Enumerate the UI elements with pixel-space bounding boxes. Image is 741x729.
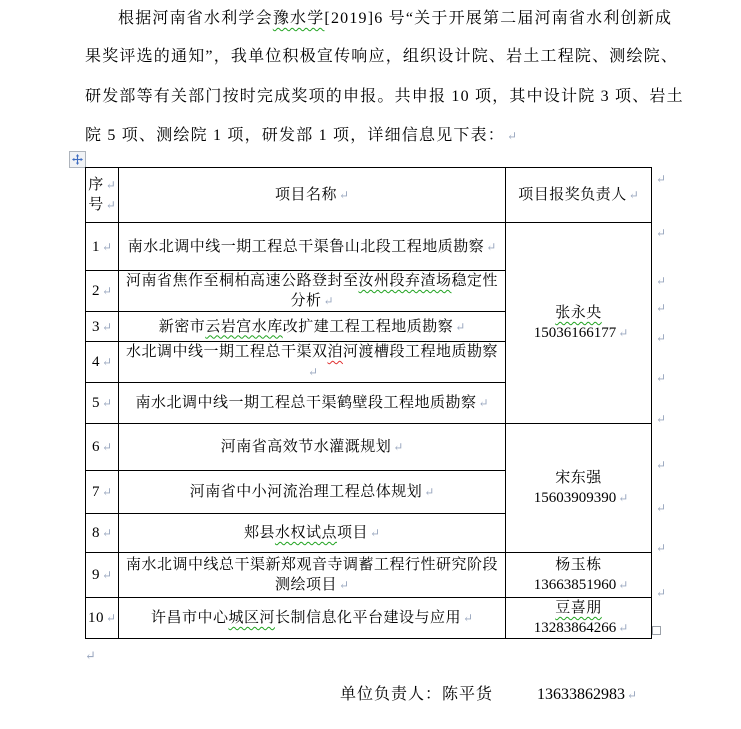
row-end-mark-icon: ↵ (656, 274, 667, 288)
cell-end-mark-icon: ↵ (101, 485, 113, 499)
row-number: 4 (91, 354, 100, 370)
table-resize-handle[interactable] (652, 626, 661, 635)
project-name-cell (119, 271, 506, 312)
row-end-mark-icon: ↵ (656, 458, 667, 472)
paragraph-line-2: 果奖评选的通知”，我单位积极宣传响应，组织设计院、岩土工程院、测绘院、 (85, 48, 679, 65)
header-cell-no (86, 168, 119, 223)
row-end-mark-icon: ↵ (656, 412, 667, 426)
cell-end-mark-icon: ↵ (101, 319, 113, 334)
cell-end-mark-icon: ↵ (307, 365, 319, 379)
unit-leader-phone: 13633862983 (537, 686, 626, 703)
header-cell-project-name (119, 168, 506, 223)
row-end-mark-icon: ↵ (656, 301, 667, 315)
spellcheck-marked-text: 云岩宫水库 (205, 318, 283, 335)
paragraph-text: 院 5 项、测绘院 1 项，研发部 1 项，详细信息见下表： (85, 127, 506, 144)
project-name: 许昌市中心 (150, 610, 229, 626)
project-name: 郏县 (243, 525, 275, 541)
paragraph-mark-icon: ↵ (507, 129, 518, 143)
contact-cell (506, 598, 652, 639)
project-name: 稳定性分析 (290, 273, 499, 309)
row-number: 1 (91, 238, 100, 255)
cell-end-mark-icon: ↵ (101, 284, 113, 298)
paragraph-mark-icon: ↵ (627, 688, 638, 702)
row-no (86, 424, 119, 471)
cell-end-mark-icon: ↵ (393, 440, 404, 454)
row-end-mark-icon: ↵ (656, 501, 667, 515)
row-end-mark-icon: ↵ (656, 172, 667, 186)
cell-end-mark-icon: ↵ (369, 526, 381, 540)
row-number: 3 (91, 318, 100, 335)
project-name-cell (119, 223, 506, 271)
project-name-cell (119, 383, 506, 424)
header-contact-label: 项目报奖负责人 (518, 187, 627, 203)
row-number: 9 (91, 567, 100, 583)
project-name: 南水北调中线一期工程总干渠鲁山北段工程地质勘察 (127, 238, 485, 255)
row-number: 7 (91, 484, 100, 500)
project-name-cell (119, 471, 506, 514)
cell-end-mark-icon: ↵ (101, 355, 113, 369)
project-name-cell (119, 424, 506, 471)
cell-end-mark-icon: ↵ (424, 485, 435, 499)
spellcheck-marked-text: 城区河 (228, 610, 275, 626)
cell-end-mark-icon: ↵ (455, 319, 466, 334)
contact-name: 宋东强 (555, 470, 602, 486)
project-name: 长制信息化平台建设与应用 (274, 610, 461, 626)
row-end-mark-icon: ↵ (656, 331, 667, 345)
cell-end-mark-icon: ↵ (478, 396, 489, 410)
table-header-row (86, 168, 652, 223)
row-no (86, 271, 119, 312)
cell-end-mark-icon: ↵ (323, 294, 334, 308)
table-row (86, 553, 652, 598)
project-name: 南水北调中线总干渠新郑观音寺调蓄工程行性研究阶段测绘项目 (125, 557, 498, 593)
spellcheck-marked-text: 洎 (327, 344, 343, 360)
project-name: 改扩建工程工程地质勘察 (282, 318, 454, 335)
cell-end-mark-icon: ↵ (105, 178, 116, 192)
table-move-handle[interactable] (69, 151, 86, 168)
cell-end-mark-icon: ↵ (486, 239, 497, 254)
signature-line (340, 681, 637, 704)
table-row (86, 598, 652, 639)
contact-name: 张永央 (555, 305, 602, 321)
cell-end-mark-icon: ↵ (628, 188, 639, 202)
spellcheck-marked-text: 水权试点 (274, 525, 337, 541)
row-no (86, 553, 119, 598)
project-name: 河南省焦作至桐柏高速公路登封至 (125, 273, 359, 289)
row-no (86, 342, 119, 383)
cell-end-mark-icon: ↵ (338, 578, 350, 592)
row-number: 10 (88, 610, 104, 626)
project-name: 河渡槽段工程地质勘察 (343, 344, 499, 360)
contact-cell (506, 424, 652, 553)
paragraph-text: [2019]6 号“关于开展第二届河南省水利创新成 (324, 10, 673, 27)
cell-end-mark-icon: ↵ (618, 578, 629, 592)
header-project-name-label: 项目名称 (274, 187, 337, 203)
cell-end-mark-icon: ↵ (101, 396, 113, 410)
unit-leader-label: 单位负责人：陈平货 (340, 686, 494, 703)
cell-end-mark-icon: ↵ (106, 611, 117, 625)
paragraph-line-3: 研发部等有关部门按时完成奖项的申报。共申报 10 项，其中设计院 3 项、岩土 (85, 88, 684, 105)
cell-end-mark-icon: ↵ (462, 611, 474, 625)
cell-end-mark-icon: ↵ (618, 621, 629, 635)
cell-end-mark-icon: ↵ (105, 198, 116, 212)
row-no (86, 383, 119, 424)
row-end-mark-icon: ↵ (656, 226, 667, 240)
project-name: 河南省中小河流治理工程总体规划 (189, 484, 423, 500)
projects-table (85, 167, 652, 639)
project-name: 南水北调中线一期工程总干渠鹤壁段工程地质勘察 (135, 395, 477, 411)
contact-cell (506, 553, 652, 598)
row-no (86, 312, 119, 342)
project-name-cell (119, 312, 506, 342)
table-row (86, 223, 652, 271)
cell-end-mark-icon: ↵ (101, 526, 113, 540)
row-end-mark-icon: ↵ (656, 541, 667, 555)
cell-end-mark-icon: ↵ (101, 239, 113, 254)
cell-end-mark-icon: ↵ (338, 188, 350, 202)
row-end-mark-icon: ↵ (656, 586, 667, 600)
contact-phone: 15036166177 (533, 325, 617, 341)
row-end-mark-icon: ↵ (656, 371, 667, 385)
table-row (86, 424, 652, 471)
spellcheck-marked-text: 汝州段弃渣场 (358, 273, 452, 289)
paragraph-line-4 (85, 125, 660, 147)
project-name-cell (119, 514, 506, 553)
contact-cell (506, 223, 652, 424)
paragraph-mark-icon: ↵ (85, 648, 96, 663)
project-name-cell (119, 553, 506, 598)
move-arrows-icon (72, 154, 83, 165)
cell-end-mark-icon: ↵ (618, 326, 629, 340)
row-no (86, 223, 119, 271)
cell-end-mark-icon: ↵ (101, 568, 113, 582)
row-no (86, 598, 119, 639)
contact-phone: 13283864266 (533, 620, 617, 636)
project-name: 项目 (336, 525, 368, 541)
project-name: 水北调中线一期工程总干渠双 (125, 344, 328, 360)
paragraph-text: 根据河南省水利学会 (118, 10, 273, 27)
row-number: 8 (91, 525, 100, 541)
paragraph-line-1 (85, 8, 673, 30)
row-number: 2 (91, 283, 100, 299)
header-no-line1: 序 (88, 177, 104, 193)
contact-name: 豆喜朋 (555, 600, 602, 616)
contact-phone: 13663851960 (533, 577, 617, 593)
contact-phone: 15603909390 (533, 490, 617, 506)
project-name-cell (119, 342, 506, 383)
project-name: 河南省高效节水灌溉规划 (220, 439, 392, 455)
project-name: 新密市 (158, 318, 206, 335)
project-name-cell (119, 598, 506, 639)
row-no (86, 514, 119, 553)
cell-end-mark-icon: ↵ (101, 440, 113, 454)
cell-end-mark-icon: ↵ (618, 491, 629, 505)
row-no (86, 471, 119, 514)
spellcheck-marked-text: 豫水学 (272, 10, 325, 27)
header-cell-contact (506, 168, 652, 223)
row-number: 6 (91, 439, 100, 455)
header-no-line2: 号 (88, 197, 104, 213)
row-number: 5 (91, 395, 100, 411)
contact-name: 杨玉栋 (555, 557, 602, 573)
